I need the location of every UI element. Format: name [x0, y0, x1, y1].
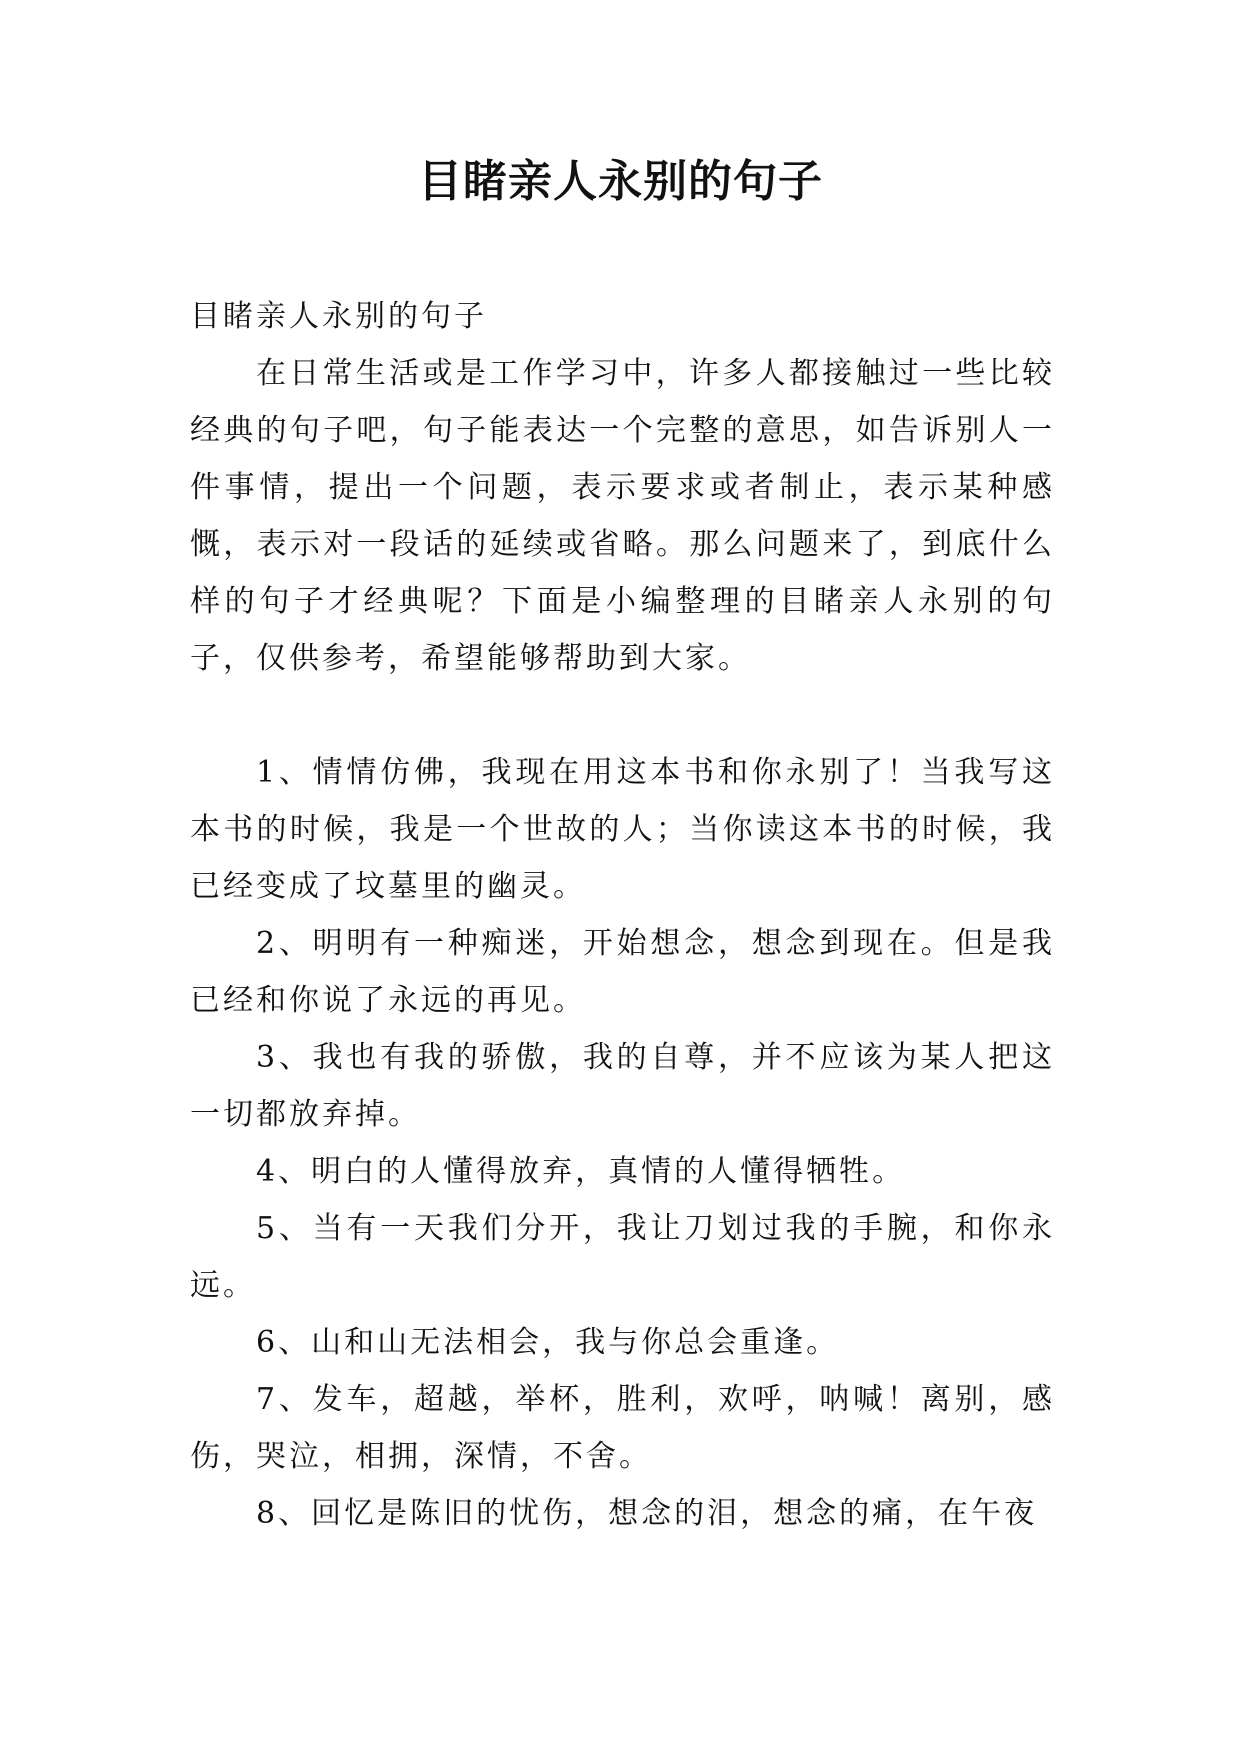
paragraph-gap	[190, 687, 1055, 744]
document-subtitle: 目睹亲人永别的句子	[190, 299, 487, 334]
list-item: 4、明白的人懂得放弃，真情的人懂得牺牲。	[256, 1154, 906, 1189]
document-body	[190, 288, 1055, 1542]
list-item: 6、山和山无法相会，我与你总会重逢。	[256, 1325, 840, 1360]
list-item: 7、发车，超越，举杯，胜利，欢呼，呐喊！离别，感伤，哭泣，相拥，深情，不舍。	[190, 1382, 1055, 1474]
list-item: 8、回忆是陈旧的忧伤，想念的泪，想念的痛，在午夜	[256, 1496, 1038, 1531]
list-item: 3、我也有我的骄傲，我的自尊，并不应该为某人把这一切都放弃掉。	[190, 1040, 1055, 1132]
list-item: 5、当有一天我们分开，我让刀划过我的手腕，和你永远。	[190, 1211, 1055, 1303]
document-title: 目睹亲人永别的句子	[418, 156, 823, 207]
intro-paragraph: 在日常生活或是工作学习中，许多人都接触过一些比较经典的句子吧，句子能表达一个完整的意思，如告诉别人一件事情，提出一个问题，表示要求或者制止，表示某种感慨，表示对一段话的延续或省略。那么问题来了，到底什么样的句子才经典呢？下面是小编整理的目睹亲人永别的句子，仅供参考，希望能够帮助到大家。	[190, 356, 1055, 676]
list-item: 1、情情仿佛，我现在用这本书和你永别了！当我写这本书的时候，我是一个世故的人；当你读这本书的时候，我已经变成了坟墓里的幽灵。	[190, 755, 1055, 904]
list-item: 2、明明有一种痴迷，开始想念，想念到现在。但是我已经和你说了永远的再见。	[190, 926, 1055, 1018]
